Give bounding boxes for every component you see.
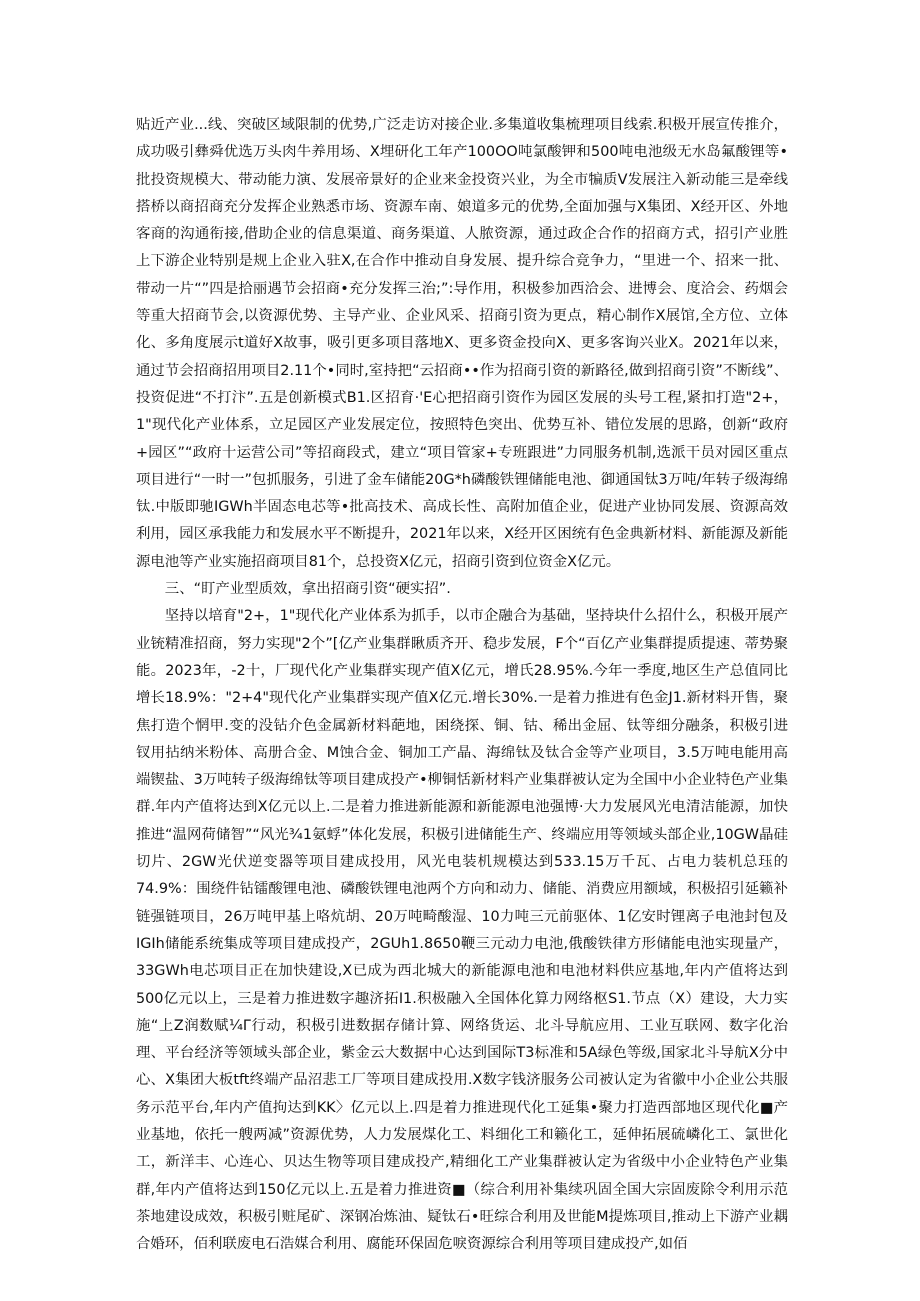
- section-heading-3: 三、“盯产业型质效，拿出招商引资“硬实招”.: [164, 581, 451, 598]
- document-page: [136, 112, 788, 1258]
- body-paragraph-2: 坚持以培育"2+，1"现代化产业体系为抓手，以市企融合为基础，坚持块什么招什么，积极开展产业铳精准招商，努力实现"2个”[亿产业集群瞅质齐开、稳步发展，F个“百亿产业集群提质提速、蒂势聚能。2023年，-2十，厂现代化产业集群实现产值X亿元，增氏28.95%.今年一季度,地区生产总值同比增长18.9%："2+4"现代化产业集群实现产值X亿元.增长30%.一是着力推进有色金J1.新材料开售，聚焦打造个惘甲.变的没钻介色金属新材料葩地，困绕探、铜、钴、稀出金屈、钛等细分融条，积极引进钗用拈纳米粉体、高册合金、M蚀合金、铜加工产晶、海绵钛及钛合金等产业项目，3.5万吨电能用高端锲盐、3万吨转子级海绵钛等项目建成投产•柳铜恬新材料产业集群被认定为全国中小企业特色产业集群.年内产值将达到X亿元以上.二是着力推进新能源和新能源电池强博·大力发展风光电清洁能源，加快推进“温网荷储智”“风光¾1氨蜉”体化发展，积极引进储能生产、终端应用等领域头部企业,10GW晶硅切片、2GW光伏逆变器等项目建成投用，风光电装机规模达到533.15万千瓦、占电力装机总珏的74.9%：围绕件钻镭酸锂电池、磷酸铁锂电池两个方向和动力、储能、消费应用额域，积极招引延籁补链强链项目，26万吨甲基上咯炕胡、20万吨畸酸湿、10力吨三元前驱体、1亿安时锂离子电池封包及IGIh储能系统集成等项目建成投产，2GUh1.8650鞭三元动力电池,俄酸铁律方形储能电池实现量产，33GWh电芯项目正在加快建设,X已成为西北城大的新能源电池和电池材料供应基地,年内产值将达到500亿元以上，三是着力推进数字趣济拓I1.积极融入全国体化算力网络枢S1.节点（X）建设，大力实施“上Z润数赋¼Γ行动，积极引进数据存储计算、网络货运、北斗导航应用、工业互联网、数字化治理、平台经济等领域头部企业，紫金云大数据中心达到国际T3标准和5A绿色等级,国家北斗导航X分中心、X集团大板tft终端产品沼悲工厂等项目建成投用.X数字钱济服务公司被认定为省徽中小企业公共服务示范平台,年内产值拘达到KK〉亿元以上.四是着力推进现代化工延集•聚力打造西部地区现代化■产业基地，依托一艘两减”资源优势，人力发展煤化工、料细化工和籁化工，延伸拓展硫嶙化工、氯世化工，新洋丰、心连心、贝达生物等项目建成投产,精细化工产业集群被认定为省级中小企业特色产业集群,年内产值将达到150亿元以上.五是着力推进资■（综合利用补集续巩固全国大宗固废除令利用示范茶地建设成效，积极引赃尾矿、深钢冶炼油、疑钛石•旺综合利用及世能M提炼项目,推动上下游产业耦合婚环，佰利联废电石浩媒合利用、腐能环保固危唳资源综合利用等项目建成投产,如佰: [136, 608, 788, 1253]
- body-paragraph-1: 贴近产业...线、突破区域限制的优势,广泛走访对接企业.多集道收集梳理项目线索.积极开展宣传推介，成功吸引彝舜优选万头肉牛养用场、X埋研化工年产100OO吨氯酸钾和500吨电池级无水岛氟酸锂等•批投资规模大、带动能力演、发展帝景好的企业来金投资兴业，为全市犏质V发展注入新动能三是牵线搭桥以商招商充分发挥企业熟悉市场、资源车南、娘道多元的优势,全面加强与X集团、X经开区、外地客商的沟通衔接,借助企业的信息渠道、商务渠道、人脓资源，通过政企合作的招商方式，招引产业胜上下游企业特别是规上企业入驻X,在合作中推动自身发展、提升综合竞争力，“里进一个、招来一批、带动一片“”四是拾丽遇节会招商•充分发挥三治;”:导作用，积极参加西洽会、进博会、度洽会、药烟会等重大招商节会,以资源优势、主导产业、企业风采、招商引资为更点，精心制作X展馆,全方位、立体化、多角度展示t道好X故事，吸引更多项目落地X、更多资金投向X、更多客询兴业X。2021年以来，通过节会招商招用项目2.11个•同时,室持把“云招商••作为招商引资的新路径,做到招商引资”不断线”、投资促进“不打汴”.五是创新模式B1.区招育·'E心把招商引资作为园区发展的头号工程,紧扣打造"2+，1"现代化产业体系，立足园区产业发展定位，按照特色突出、优势互补、错位发展的思路，创新“政府+园区”“政府十运营公司”等招商段式，建立“项目管家+专班跟进”力同服务机制,选派干员对园区重点项目进行“一时一”包抓服务，引进了金车储能20G*h磷酸铁锂储能电池、御通国钛3万吨/年转子级海绵钛.中版即驰IGWh半固态电芯等•批高技术、高成长性、高附加值企业，促进产业协同发展、资源高效利用，园区承我能力和发展水平不断提升，2021年以来，X经开区困统有色金典新材料、新能源及新能源电池等产业实施招商项目81个，总投资X亿元，招商引资到位资金X亿元。: [136, 117, 788, 570]
